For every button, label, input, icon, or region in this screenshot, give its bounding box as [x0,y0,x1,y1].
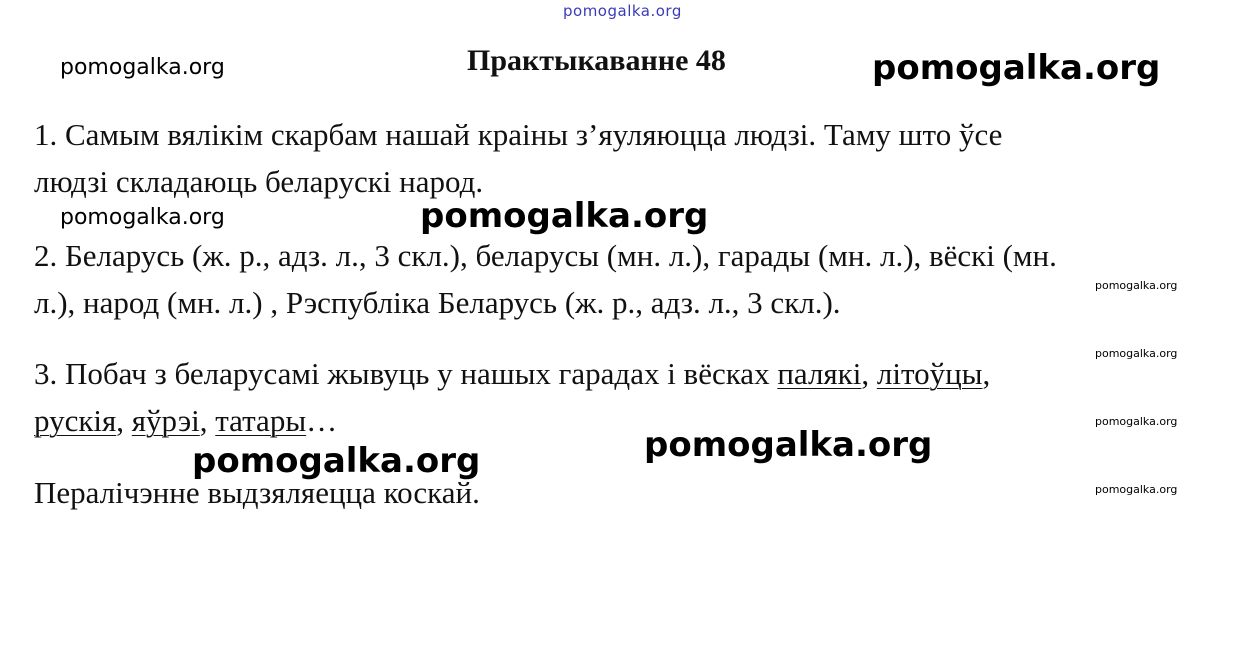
watermark: pomogalka.org [192,441,481,481]
item3-lead: 3. Побач з беларусамі жывуць у нашых гарадах і вёсках [34,356,778,391]
item3-line2 [34,403,337,439]
watermark: pomogalka.org [1095,279,1178,292]
item2-line2: л.), народ (мн. л.) , Рэспубліка Беларусь (ж. р., адз. л., 3 скл.). [34,285,841,320]
word-ruskiya: рускія [34,403,117,438]
watermark: pomogalka.org [1095,347,1178,360]
watermark: pomogalka.org [1095,483,1178,496]
separator: , [982,356,991,391]
page-title: Практыкаванне 48 [467,44,726,77]
separator: , [861,356,877,391]
word-palyaki: палякі [777,356,862,391]
separator: , [199,403,216,438]
item3-line1 [34,356,990,392]
item1-line2: людзі складаюць беларускі народ. [34,164,484,199]
item2-line1: 2. Беларусь (ж. р., адз. л., 3 скл.), беларусы (мн. л.), гарады (мн. л.), вёскі (мн. [34,238,1057,273]
word-litoutsy: літоўцы [876,356,983,391]
watermark: pomogalka.org [60,205,225,230]
item3-note: Пералічэнне выдзяляецца коскай. [34,475,480,510]
separator: , [116,403,132,438]
watermark: pomogalka.org [420,196,709,236]
word-tatary: татары [215,403,307,438]
watermark: pomogalka.org [644,425,933,465]
watermark-top: pomogalka.org [563,2,682,20]
item1-line1: 1. Самым вялікім скарбам нашай краіны з’яуляюцца людзі. Таму што ўсе [34,117,1003,152]
watermark: pomogalka.org [1095,415,1178,428]
word-yaurei: яўрэі [131,403,200,438]
watermark: pomogalka.org [60,55,225,80]
watermark: pomogalka.org [872,48,1161,88]
ellipsis: … [306,403,338,438]
